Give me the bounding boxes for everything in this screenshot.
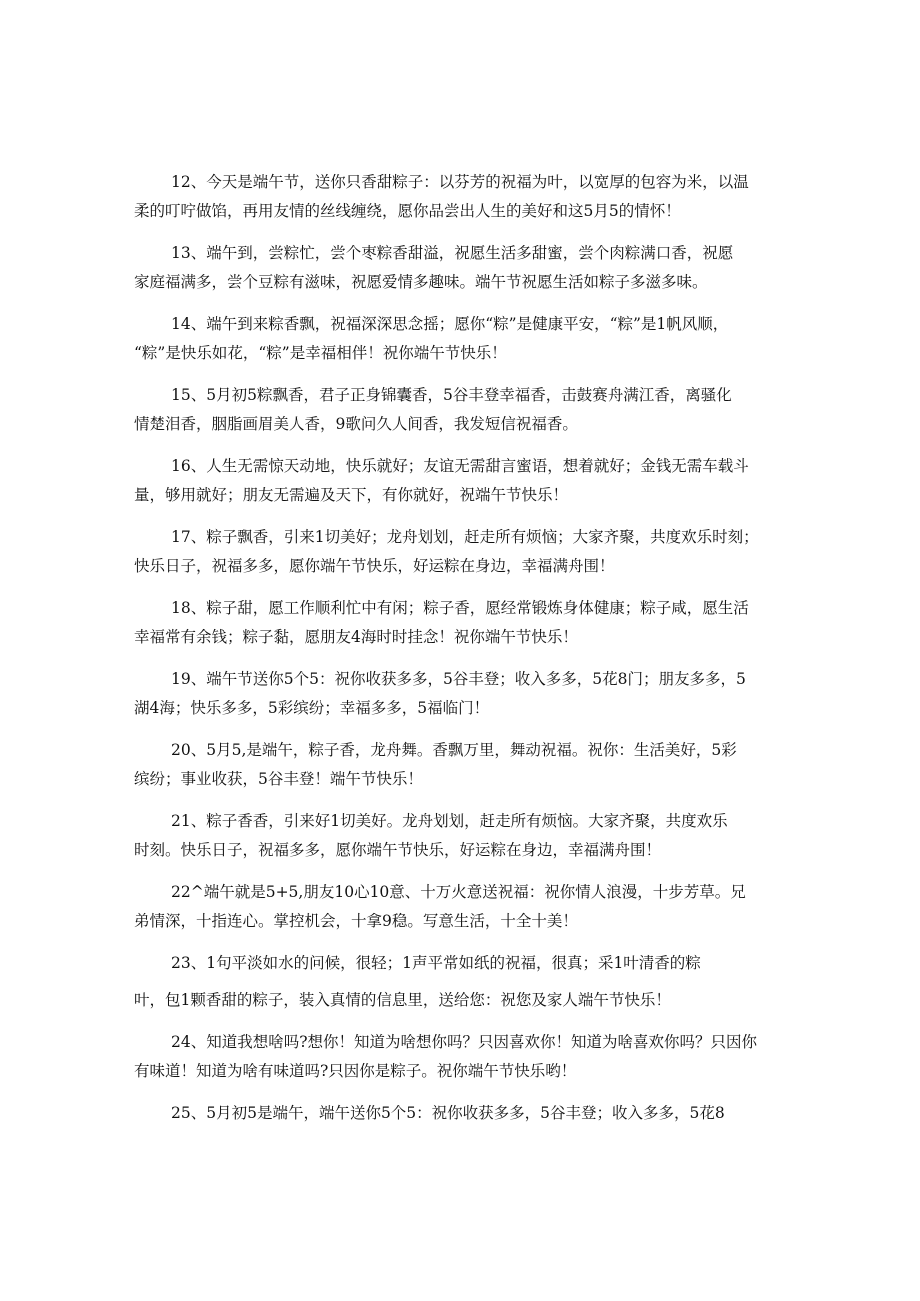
paragraph-line: 情楚泪香，胭脂画眉美人香，9歌问久人间香，我发短信祝福香。 xyxy=(134,415,578,433)
paragraph-line: 24、知道我想啥吗?想你！知道为啥想你吗？只因喜欢你！知道为啥喜欢你吗？只因你 xyxy=(171,1033,758,1051)
paragraph-12 xyxy=(134,168,794,226)
paragraph-20 xyxy=(134,736,794,794)
paragraph-16 xyxy=(134,452,794,510)
paragraph-line: 家庭福满多，尝个豆粽有滋味，祝愿爱情多趣味。端午节祝愿生活如粽子多滋多味。 xyxy=(134,273,708,291)
paragraph-line: 17、粽子飘香，引来1切美好；龙舟划划，赶走所有烦恼；大家齐聚，共度欢乐时刻； xyxy=(171,528,759,546)
document-body xyxy=(134,168,794,1141)
paragraph-23 xyxy=(134,949,794,1015)
paragraph-line: 13、端午到，尝粽忙，尝个枣粽香甜溢，祝愿生活多甜蜜，尝个肉粽满口香，祝愿 xyxy=(171,244,734,262)
paragraph-15 xyxy=(134,381,794,439)
paragraph-line: 20、5月5,是端午，粽子香，龙舟舞。香飘万里，舞动祝福。祝你：生活美好，5彩 xyxy=(171,741,737,759)
paragraph-line: 25、5月初5是端午，端午送你5个5：祝你收获多多，5谷丰登；收入多多，5花8 xyxy=(171,1104,725,1122)
paragraph-line: 快乐日子，祝福多多，愿你端午节快乐，好运粽在身边，幸福满舟围！ xyxy=(134,557,615,575)
paragraph-24 xyxy=(134,1028,794,1086)
paragraph-25 xyxy=(134,1099,794,1128)
paragraph-line: 缤纷；事业收获，5谷丰登！端午节快乐！ xyxy=(134,770,423,788)
paragraph-line: 14、端午到来粽香飘，祝福深深思念摇；愿你“粽”是健康平安，“粽”是1帆风顺， xyxy=(171,315,729,333)
paragraph-22 xyxy=(134,878,794,936)
paragraph-17 xyxy=(134,523,794,581)
paragraph-14 xyxy=(134,310,794,368)
paragraph-line: “粽”是快乐如花，“粽”是幸福相伴！祝你端午节快乐！ xyxy=(134,344,507,362)
paragraph-line: 16、人生无需惊天动地，快乐就好；友谊无需甜言蜜语，想着就好；金钱无需车载斗 xyxy=(171,457,749,475)
paragraph-line: 23、1句平淡如水的问候，很轻；1声平常如纸的祝福，很真；采1叶清香的粽 xyxy=(171,954,701,972)
paragraph-line: 幸福常有余钱；粽子黏，愿朋友4海时时挂念！祝你端午节快乐！ xyxy=(134,628,578,646)
paragraph-line: 弟情深，十指连心。掌控机会，十拿9稳。写意生活，十全十美！ xyxy=(134,912,578,930)
paragraph-line: 21、粽子香香，引来好1切美好。龙舟划划，赶走所有烦恼。大家齐聚，共度欢乐 xyxy=(171,812,728,830)
paragraph-line: 量，够用就好；朋友无需遍及天下，有你就好，祝端午节快乐！ xyxy=(134,486,569,504)
paragraph-19 xyxy=(134,665,794,723)
paragraph-13 xyxy=(134,239,794,297)
paragraph-line: 柔的叮咛做馅，再用友情的丝线缠绕，愿你品尝出人生的美好和这5月5的情怀！ xyxy=(134,202,681,220)
paragraph-line: 湖4海；快乐多多，5彩缤纷；幸福多多，5福临门！ xyxy=(134,699,490,717)
paragraph-line: 时刻。快乐日子，祝福多多，愿你端午节快乐，好运粽在身边，幸福满舟围！ xyxy=(134,841,662,859)
paragraph-line: 22^端午就是5+5,朋友10心10意、十万火意送祝福：祝你情人浪漫，十步芳草。兄 xyxy=(171,883,746,901)
paragraph-line: 叶，包1颗香甜的粽子，装入真情的信息里，送给您：祝您及家人端午节快乐！ xyxy=(134,991,671,1009)
paragraph-line: 有味道！知道为啥有味道吗?只因你是粽子。祝你端午节快乐哟！ xyxy=(134,1062,577,1080)
paragraph-line: 18、粽子甜，愿工作顺利忙中有闲；粽子香，愿经常锻炼身体健康；粽子咸，愿生活 xyxy=(171,599,749,617)
paragraph-line: 15、5月初5粽飘香，君子正身锦囊香，5谷丰登幸福香，击鼓赛舟满江香，离骚化 xyxy=(171,386,732,404)
paragraph-line: 19、端午节送你5个5：祝你收获多多，5谷丰登；收入多多，5花8门；朋友多多，5 xyxy=(171,670,746,688)
paragraph-18 xyxy=(134,594,794,652)
paragraph-line: 12、今天是端午节，送你只香甜粽子：以芬芳的祝福为叶，以宽厚的包容为米，以温 xyxy=(171,173,749,191)
paragraph-21 xyxy=(134,807,794,865)
